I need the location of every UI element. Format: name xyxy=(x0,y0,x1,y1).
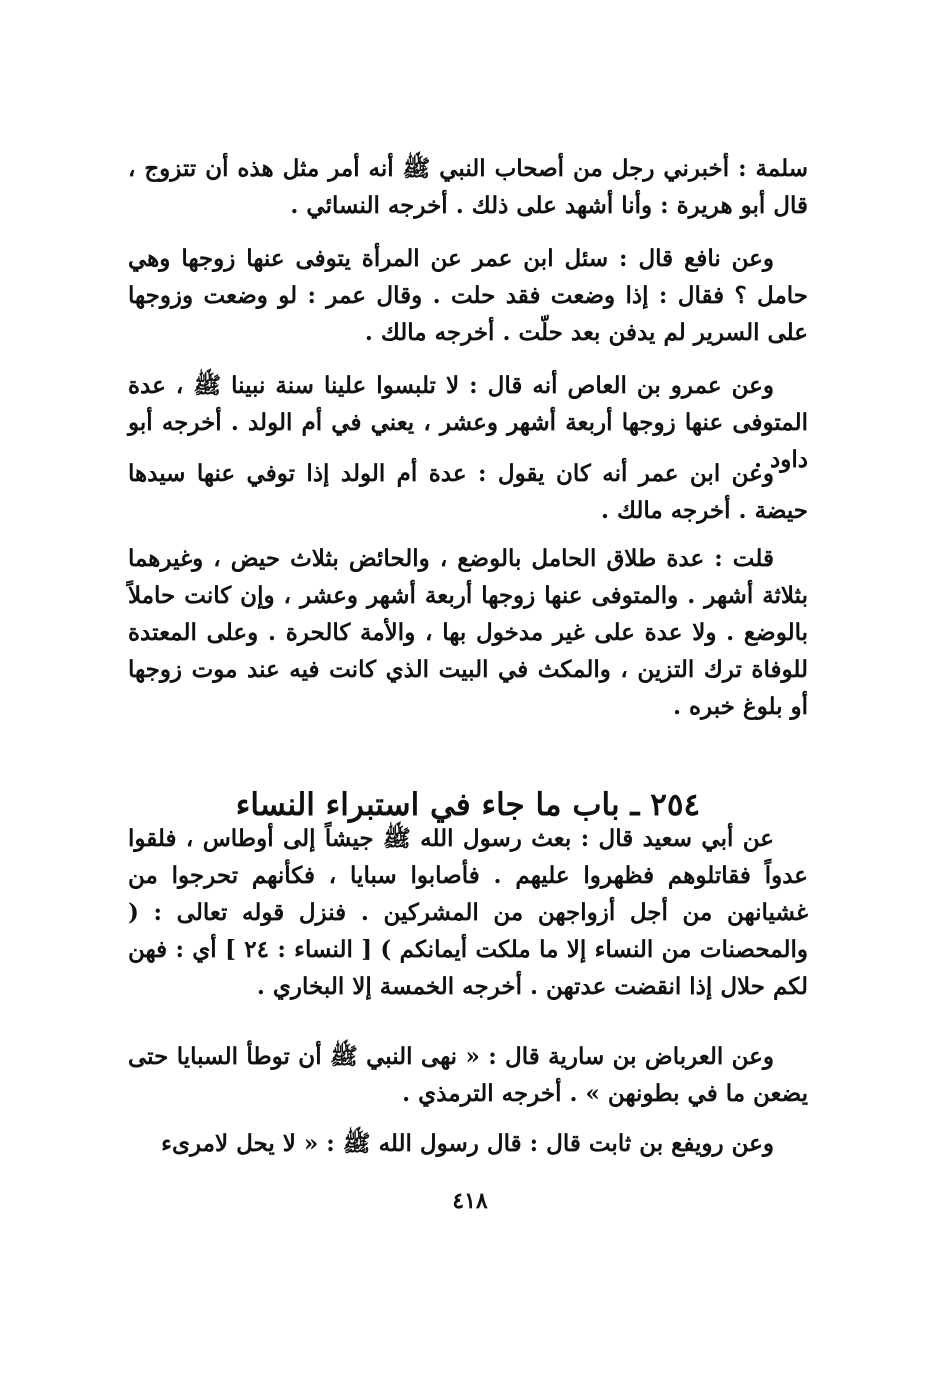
paragraph-ruwayfi-narration: وعن رويفع بن ثابت قال : قال رسول الله ﷺ : « لا يحل لامرىء xyxy=(161,1130,774,1157)
paragraph-abu-said-narration: عن أبي سعيد قال : بعث رسول الله ﷺ جيشاً إلى أوطاس ، فلقوا عدواً فقاتلوهم فظهروا عليهم . فأصابوا سبايا ، فكأنهم تحرجوا من غشيانهن من أجل أزواجهن من المشركين . فنزل قوله تعالى : ( والمحصنات من النساء إلا ما ملكت أيمانكم ) [ النساء : ٢٤ ] أي : فهن لكم حلال إذا انقضت عدتهن . أخرجه الخمسة إلا البخاري . xyxy=(128,825,808,1000)
paragraph-continuation: سلمة : أخبرني رجل من أصحاب النبي ﷺ أنه أمر مثل هذه أن تتزوج ، قال أبو هريرة : وأنا أشهد على ذلك . أخرجه النسائي . xyxy=(128,155,808,219)
paragraph-irbad-narration: وعن العرباض بن سارية قال : « نهى النبي ﷺ أن توطأ السبايا حتى يضعن ما في بطونهن » . أخرجه الترمذي . xyxy=(128,1043,808,1107)
paragraph-amr-ibn-al-as-narration: وعن عمرو بن العاص أنه قال : لا تلبسوا علينا سنة نبينا ﷺ ، عدة المتوفى عنها زوجها أربعة أشهر وعشر ، يعني في أم الولد . أخرجه أبو داود . xyxy=(128,372,808,473)
chapter-heading: ٢٥٤ ـ باب ما جاء في استبراء النساء xyxy=(235,786,701,823)
paragraph-author-summary: قلت : عدة طلاق الحامل بالوضع ، والحائض بثلاث حيض ، وغيرهما بثلاثة أشهر . والمتوفى عنها زوجها أربعة أشهر وعشر ، وإن كانت حاملاً بالوضع . ولا عدة على غير مدخول بها ، والأمة كالحرة . وعلى المعتدة للوفاة ترك التزين ، والمكث في البيت الذي كانت فيه عند موت زوجها أو بلوغ خبره . xyxy=(128,545,808,720)
page-number: ٤١٨ xyxy=(452,1188,488,1214)
paragraph-ibn-umar-narration: وعن ابن عمر أنه كان يقول : عدة أم الولد إذا توفي عنها سيدها حيضة . أخرجه مالك . xyxy=(128,460,808,524)
paragraph-nafi-narration: وعن نافع قال : سئل ابن عمر عن المرأة يتوفى عنها زوجها وهي حامل ؟ فقال : إذا وضعت فقد حلت . وقال عمر : لو وضعت وزوجها على السرير لم يدفن بعد حلّت . أخرجه مالك . xyxy=(128,245,808,346)
